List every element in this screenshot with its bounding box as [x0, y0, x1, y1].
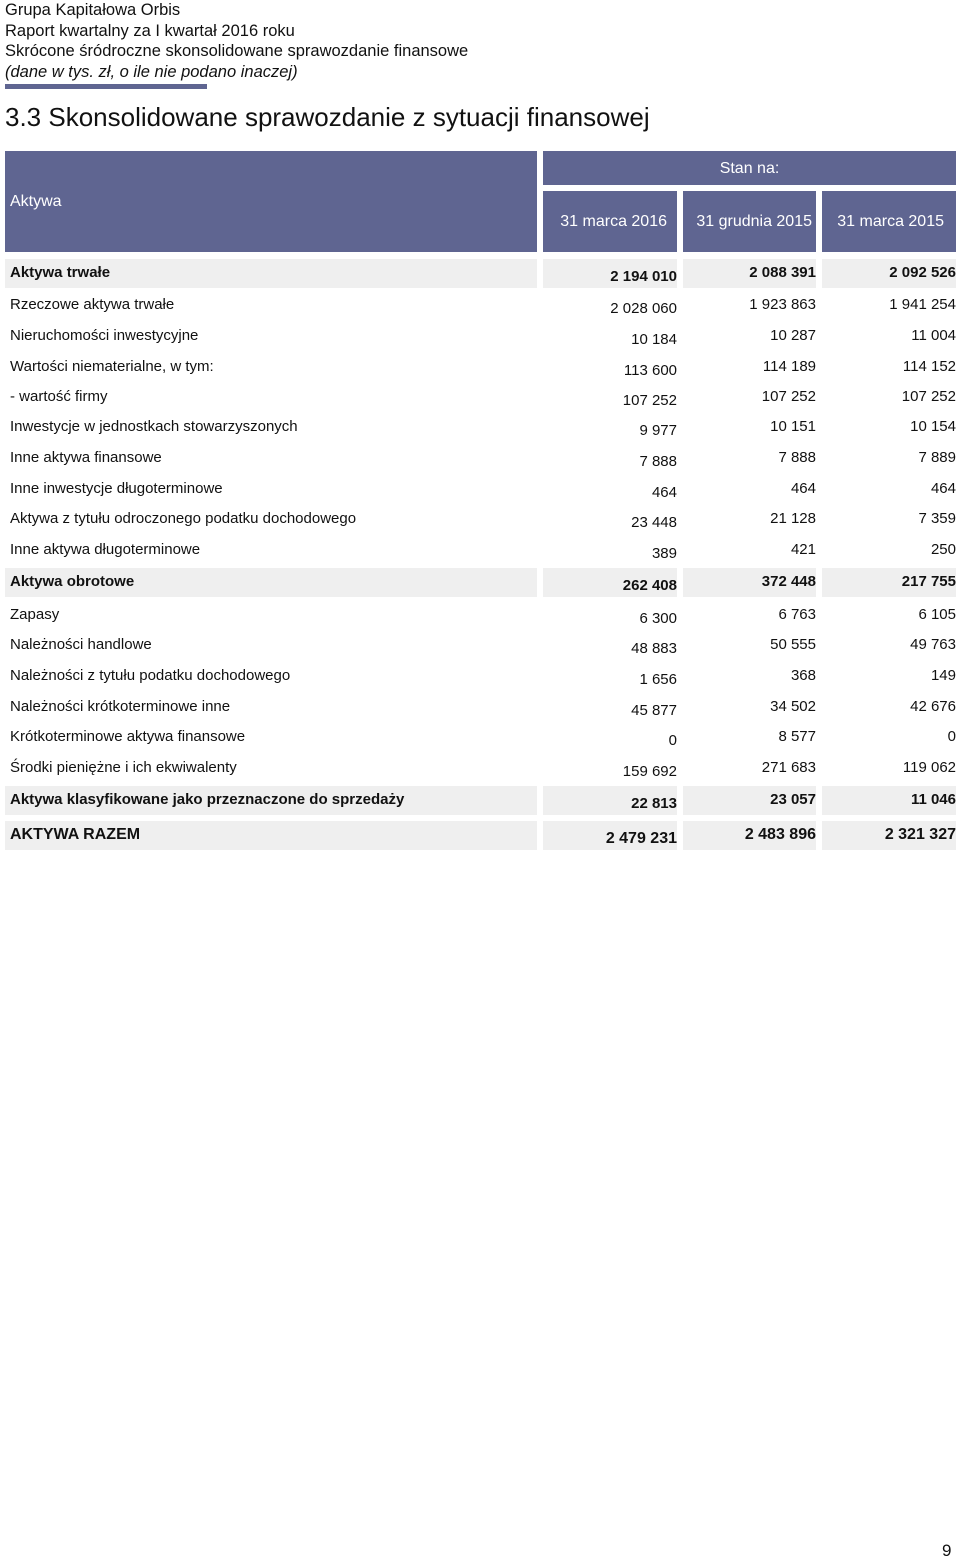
row-value-3: 7 359: [918, 510, 956, 527]
row-label: Aktywa trwałe: [10, 264, 111, 281]
header-col-3-cell: [822, 191, 956, 252]
row-value-2: 368: [790, 667, 816, 684]
row-label: Inne aktywa finansowe: [10, 449, 162, 466]
row-label: Aktywa klasyfikowane jako przeznaczone do sprzedaży: [10, 791, 405, 808]
header-col-2-cell: [683, 191, 816, 252]
row-label: Aktywa z tytułu odroczonego podatku dochodowego: [10, 510, 357, 527]
row-value-1: 262 408: [622, 577, 677, 594]
report-subtitle: Skrócone śródroczne skonsolidowane sprawozdanie finansowe: [5, 42, 469, 60]
row-value-1: 7 888: [639, 453, 677, 470]
row-value-1: 6 300: [639, 610, 677, 627]
row-value-3: 1 941 254: [889, 296, 956, 313]
row-value-2: 114 189: [762, 358, 816, 375]
row-label: Środki pieniężne i ich ekwiwalenty: [10, 759, 237, 776]
table-row: [5, 383, 956, 412]
row-label: AKTYWA RAZEM: [10, 826, 141, 843]
table-row: [5, 259, 956, 288]
row-value-1: 159 692: [622, 763, 677, 780]
row-value-3: 2 321 327: [884, 826, 956, 843]
table-row: [5, 693, 956, 722]
row-value-1: 9 977: [639, 422, 677, 439]
row-value-2: 21 128: [770, 510, 816, 527]
row-value-2: 10 287: [770, 327, 816, 344]
row-value-2: 271 683: [761, 759, 816, 776]
row-value-3: 6 105: [918, 606, 956, 623]
report-header: [5, 0, 468, 82]
row-value-2: 50 555: [770, 636, 816, 653]
row-value-2: 1 923 863: [749, 296, 816, 313]
header-col-1-cell: [543, 191, 677, 252]
row-value-3: 464: [930, 480, 956, 497]
row-value-3: 119 062: [902, 759, 956, 776]
table-row: [5, 291, 956, 320]
row-value-1: 1 656: [639, 671, 677, 688]
row-value-2: 372 448: [761, 573, 816, 590]
row-value-1: 107 252: [622, 392, 677, 409]
row-value-1: 389: [651, 545, 677, 562]
row-value-3: 217 755: [901, 573, 956, 590]
table-row: [5, 413, 956, 442]
header-col-1-label: 31 marca 2016: [560, 213, 667, 230]
row-label: Należności z tytułu podatku dochodowego: [10, 667, 291, 684]
header-col-3-label: 31 marca 2015: [837, 213, 944, 230]
row-label: Nieruchomości inwestycyjne: [10, 327, 199, 344]
row-value-1: 464: [651, 484, 677, 501]
header-stan-na-cell: [543, 151, 956, 185]
row-value-1: 0: [668, 732, 677, 749]
row-value-1: 2 194 010: [610, 268, 677, 285]
row-value-3: 11 046: [910, 791, 956, 808]
row-value-2: 2 483 896: [744, 826, 816, 843]
page-number: 9: [942, 1541, 952, 1560]
row-value-2: 10 151: [770, 418, 816, 435]
table-row: [5, 322, 956, 351]
row-value-2: 421: [790, 541, 816, 558]
table-row: [5, 786, 956, 815]
header-aktywa-cell: [5, 151, 537, 252]
row-value-1: 2 028 060: [610, 300, 677, 317]
table-row: [5, 601, 956, 630]
accent-bar: [5, 84, 207, 89]
row-label: Krótkoterminowe aktywa finansowe: [10, 728, 246, 745]
row-value-3: 149: [930, 667, 956, 684]
table-row: [5, 723, 956, 752]
row-value-1: 48 883: [631, 640, 677, 657]
header-aktywa-label: Aktywa: [10, 193, 62, 210]
row-value-1: 45 877: [631, 702, 677, 719]
row-value-3: 7 889: [918, 449, 956, 466]
row-value-3: 10 154: [910, 418, 956, 435]
row-value-3: 114 152: [902, 358, 956, 375]
section-title: 3.3 Skonsolidowane sprawozdanie z sytuacji finansowej: [5, 102, 650, 132]
report-title: Raport kwartalny za I kwartał 2016 roku: [5, 21, 295, 40]
table-row: [5, 754, 956, 783]
row-label: - wartość firmy: [10, 388, 108, 405]
header-col-2-label: 31 grudnia 2015: [696, 213, 812, 230]
row-value-1: 23 448: [631, 514, 677, 531]
row-value-2: 2 088 391: [749, 264, 816, 281]
row-value-3: 2 092 526: [889, 264, 956, 281]
row-label: Inwestycje w jednostkach stowarzyszonych: [10, 418, 298, 435]
row-label: Wartości niematerialne, w tym:: [10, 358, 214, 375]
row-value-3: 49 763: [910, 636, 956, 653]
table-row: [5, 353, 956, 382]
table-row: [5, 662, 956, 691]
row-label: Należności krótkoterminowe inne: [10, 698, 231, 715]
row-value-2: 464: [790, 480, 816, 497]
row-label: Aktywa obrotowe: [10, 573, 135, 590]
row-value-2: 7 888: [778, 449, 816, 466]
company-name: Grupa Kapitałowa Orbis: [5, 1, 181, 19]
table-row: [5, 568, 956, 597]
row-value-3: 250: [930, 541, 956, 558]
table-row-total: [5, 821, 956, 850]
row-label: Rzeczowe aktywa trwałe: [10, 296, 175, 313]
row-value-2: 107 252: [761, 388, 816, 405]
table-row: [5, 475, 956, 504]
table-row: [5, 631, 956, 660]
table-row: [5, 536, 956, 565]
row-label: Zapasy: [10, 606, 60, 623]
row-value-3: 42 676: [910, 698, 956, 715]
row-value-1: 113 600: [623, 362, 677, 379]
table-row: [5, 444, 956, 473]
table-row: [5, 505, 956, 534]
row-value-2: 8 577: [778, 728, 816, 745]
header-stan-na-label: Stan na:: [719, 160, 780, 177]
row-value-3: 0: [947, 728, 956, 745]
row-label: Należności handlowe: [10, 636, 152, 653]
row-value-2: 23 057: [770, 791, 816, 808]
row-label: Inne inwestycje długoterminowe: [10, 480, 223, 497]
row-value-3: 107 252: [901, 388, 956, 405]
units-note: (dane w tys. zł, o ile nie podano inaczej): [5, 62, 298, 81]
row-value-2: 6 763: [778, 606, 816, 623]
row-label: Inne aktywa długoterminowe: [10, 541, 201, 558]
row-value-2: 34 502: [770, 698, 816, 715]
row-value-1: 22 813: [631, 795, 677, 812]
row-value-3: 11 004: [911, 327, 956, 344]
row-value-1: 2 479 231: [605, 830, 677, 847]
row-value-1: 10 184: [631, 331, 677, 348]
